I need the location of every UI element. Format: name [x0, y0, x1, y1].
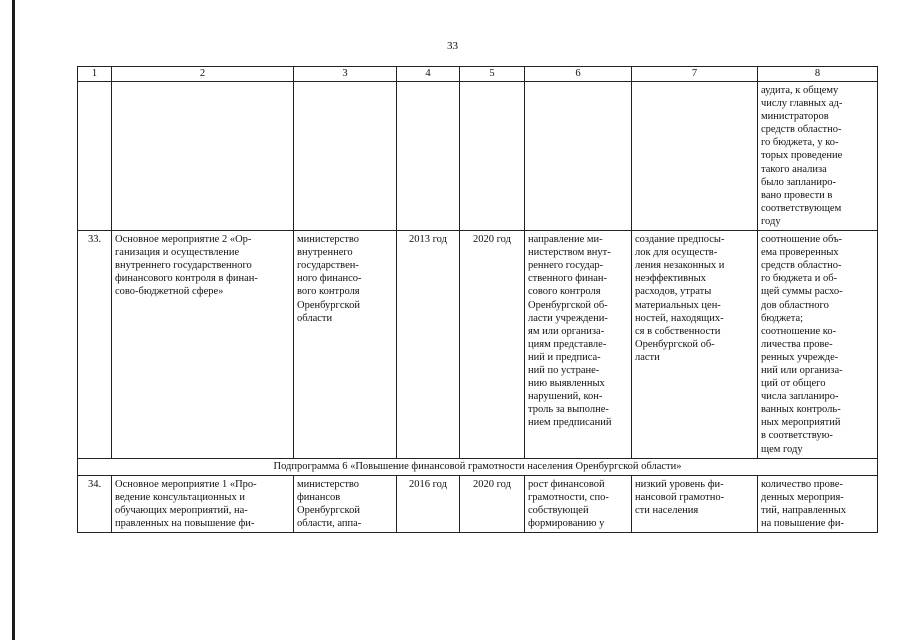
executor-cell [294, 475, 397, 532]
header-cell: 5 [460, 67, 525, 82]
header-cell: 2 [112, 67, 294, 82]
result-cell [525, 475, 632, 532]
end-year-cell: 2020 год [460, 231, 525, 459]
header-cell: 8 [758, 67, 878, 82]
row-number: 34. [78, 475, 112, 532]
start-year-cell: 2013 год [397, 231, 460, 459]
result-text: направление ми- нистерством внут- реннего государ- ственного финан- сового контроля Оренбургской об- ласти учреждени- ям или организа- циям представле- ний и предписа- ний по устране- нию выявленных нарушений, кон- троль за выполне- нием предписаний [528, 234, 612, 429]
indicator-text: соотношение объ- ема проверенных средств областно- го бюджета и об- щей суммы расхо- дов областного бюджета; соотношение ко- личества прове- ренных учрежде- ний или организа- ций от общего числа запланиро- ванных контроль- ных мероприятий в соответствую- щем году [761, 234, 843, 455]
table-row-33 [78, 231, 878, 459]
header-cell: 6 [525, 67, 632, 82]
empty-cell [112, 82, 294, 231]
start-year-cell: 2016 год [397, 475, 460, 532]
consequence-text: низкий уровень фи- нансовой грамотно- сти населения [635, 478, 725, 516]
result-cell [525, 231, 632, 459]
measure-text: Основное мероприятие 2 «Ор- ганизация и осуществление внутреннего государственного финансового контроля в финан- сово-бюджетной сфере» [115, 234, 258, 298]
indicator-cell [758, 82, 878, 231]
executor-text: министерство внутреннего государствен- ного финансо- вого контроля Оренбургской области [297, 234, 362, 324]
executor-cell [294, 231, 397, 459]
measure-cell [112, 475, 294, 532]
indicator-text: аудита, к общему числу главных ад- министраторов средств областно- го бюджета, у ко- торых проведение такого анализа было запланиро- вано провести в соответствующем году [761, 85, 843, 227]
executor-text: министерство финансов Оренбургской области, аппа- [297, 478, 362, 529]
subprogram-row [78, 458, 878, 475]
consequence-cell [632, 475, 758, 532]
table-row-34 [78, 475, 878, 532]
header-cell: 4 [397, 67, 460, 82]
table-row-continuation [78, 82, 878, 231]
result-text: рост финансовой грамотности, спо- собствующей формированию у [528, 478, 609, 529]
empty-cell [397, 82, 460, 231]
program-table [77, 66, 878, 533]
header-row [78, 67, 878, 82]
subprogram-title: Подпрограмма 6 «Повышение финансовой грамотности населения Оренбургской области» [78, 458, 878, 475]
page-number: 33 [447, 40, 458, 52]
consequence-cell [632, 231, 758, 459]
consequence-text: создание предпосы- лок для осуществ- ления незаконных и неэффективных расходов, утраты материальных цен- ностей, находящих- ся в собственности Оренбургской об- ласти [635, 234, 725, 363]
end-year-cell: 2020 год [460, 475, 525, 532]
scan-edge [12, 0, 15, 640]
measure-text: Основное мероприятие 1 «Про- ведение консультационных и обучающих мероприятий, на- правленных на повышение фи- [115, 478, 257, 529]
measure-cell [112, 231, 294, 459]
empty-cell [525, 82, 632, 231]
header-cell: 3 [294, 67, 397, 82]
empty-cell [632, 82, 758, 231]
header-cell: 7 [632, 67, 758, 82]
empty-cell [78, 82, 112, 231]
indicator-text: количество прове- денных мероприя- тий, направленных на повышение фи- [761, 478, 847, 529]
indicator-cell [758, 231, 878, 459]
header-cell: 1 [78, 67, 112, 82]
indicator-cell [758, 475, 878, 532]
row-number: 33. [78, 231, 112, 459]
empty-cell [460, 82, 525, 231]
empty-cell [294, 82, 397, 231]
